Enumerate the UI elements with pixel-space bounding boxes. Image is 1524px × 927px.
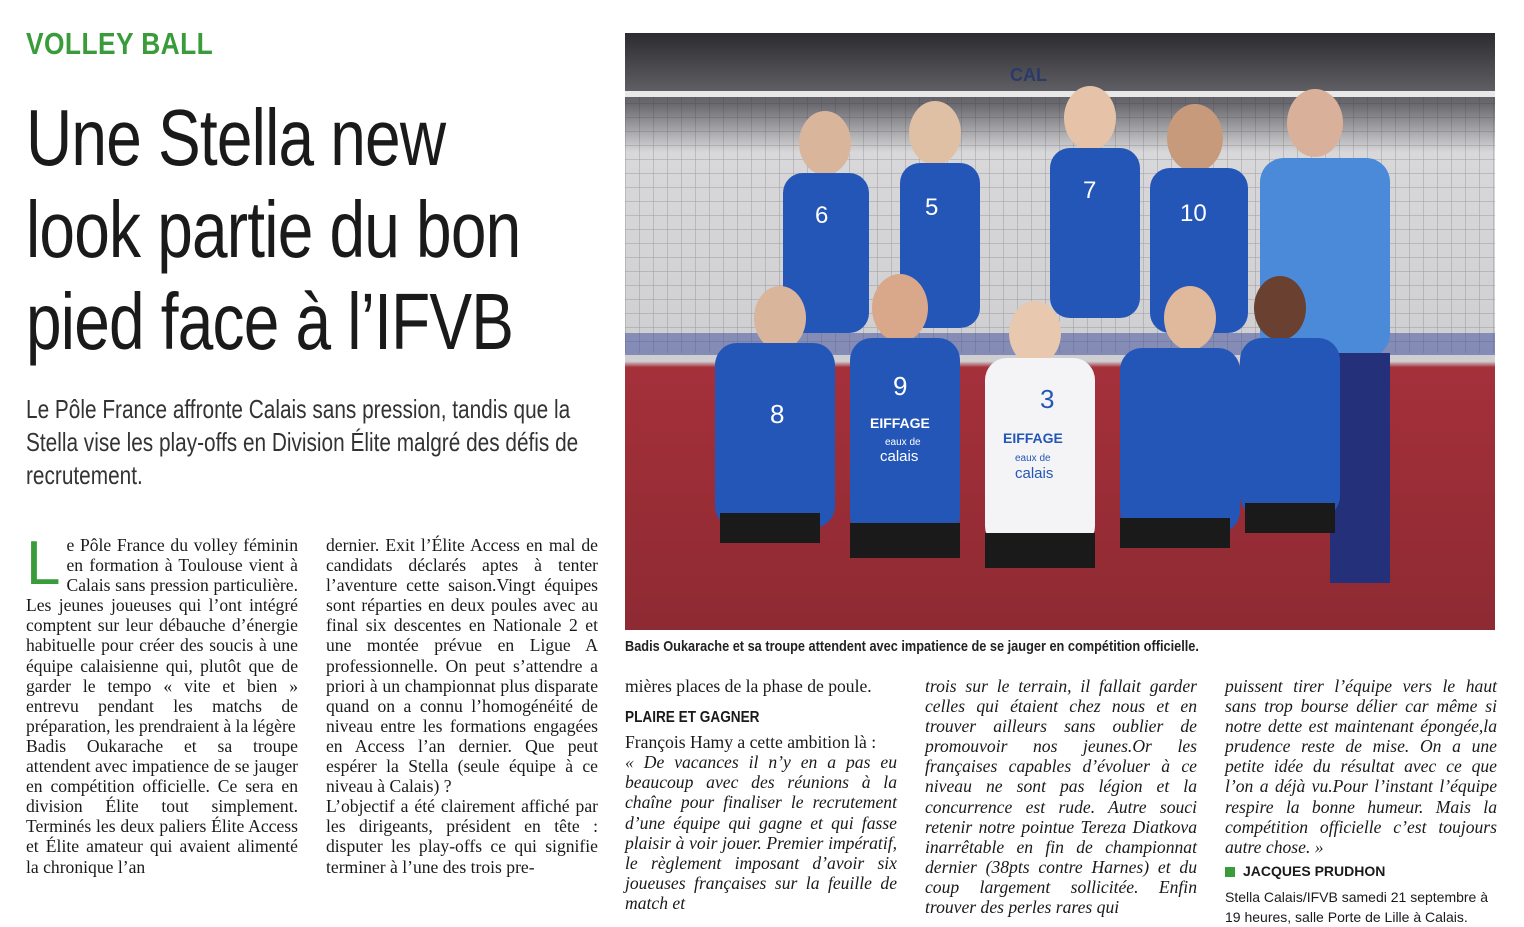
paragraph: dernier. Exit l’Élite Access en mal de candidats déclarés aptes à tenter l’aventure cette saison.Vingt équipes sont réparties en deux poules avec au final six descentes en Nationale 2 et une montée prévue en Ligue A professionnelle. On peut s’attendre a priori à un championnat plus disparate quand on a connu l’homogénéité de niveau entre les formations engagées en Access l’an dernier. Que peut espérer la Stella (seule équipe à ce niveau à Calais) ? <box>326 535 598 797</box>
svg-text:eaux de: eaux de <box>885 437 921 448</box>
article-column-2 <box>326 535 598 877</box>
svg-text:6: 6 <box>815 202 829 229</box>
section-kicker: VOLLEY BALL <box>26 26 214 61</box>
paragraph: L’objectif a été clairement affiché par les dirigeants, président en tête : disputer les play-offs ce qui signifie terminer à l’une des trois pre- <box>326 796 598 877</box>
quote-paragraph: puissent tirer l’équipe vers le haut sans trop bourse délier car même si notre dette est maintenant épongée,la prudence reste de mise. On a une petite idée du résultat avec ce que l’on a déjà vu.Pour l’instant l’équipe respire la bonne humeur. Mais la compétition officielle c’est toujours autre chose. » <box>1225 676 1497 857</box>
article-column-4 <box>925 676 1197 917</box>
byline-square-icon <box>1225 867 1235 877</box>
dropcap: L <box>26 529 61 598</box>
svg-text:eaux de: eaux de <box>1015 453 1051 464</box>
svg-text:8: 8 <box>770 399 785 429</box>
article-column-3 <box>625 676 897 913</box>
svg-text:calais: calais <box>1015 465 1054 482</box>
paragraph: Badis Oukarache et sa troupe attendent avec impatience de se jauger en compétition officielle. Ce sera en division Élite tout simplement. Terminés les deux paliers Élite Access et Élite amateur qui avaient alimenté la chronique l’an <box>26 735 298 877</box>
quote-paragraph: trois sur le terrain, il fallait garder celles qui étaient chez nous et en trouver ailleurs sans oublier de promouvoir nos jeunes.Or les françaises capables d’évoluer à ce niveau ne sont pas légion et la concurrence est rude. Autre souci retenir notre pointue Tereza Diatkova inarrêtable en fin de championnat dernier (38pts contre Harnes) et du coup largement sollicitée. Enfin trouver des perles rares qui <box>925 676 1197 918</box>
paragraph: François Hamy a cette ambition là : <box>625 732 877 753</box>
article-column-1 <box>26 529 298 877</box>
svg-text:10: 10 <box>1180 200 1207 227</box>
svg-text:7: 7 <box>1083 177 1097 204</box>
match-info: Stella Calais/IFVB samedi 21 septembre à 19 heures, salle Porte de Lille à Calais. <box>1225 888 1489 925</box>
banner-text: CAL <box>1010 65 1047 85</box>
svg-text:3: 3 <box>1040 384 1055 414</box>
chapo: Le Pôle France affronte Calais sans pression, tandis que la Stella vise les play-offs en Division Élite malgré des défis de recrutement. <box>26 394 579 490</box>
photo-caption: Badis Oukarache et sa troupe attendent avec impatience de se jauger en compétition officielle. <box>625 638 1199 655</box>
headline: Une Stella new look partie du bon pied face à l’IFVB <box>26 93 521 366</box>
team-photo <box>625 33 1495 630</box>
paragraph: e Pôle France du volley féminin en formation à Toulouse vient à Calais sans pression particulière. Les jeunes joueuses qui l’ont intégré comptent sur leur débauche d’énergie habituelle pour créer des soucis à une équipe calaisienne qui, plutôt que de garder le tempo « vite et bien » entrevu pendant les matchs de préparation, les prendraient à la légère <box>26 535 298 736</box>
svg-text:5: 5 <box>925 194 939 221</box>
svg-text:9: 9 <box>893 371 908 401</box>
byline <box>1225 861 1497 881</box>
svg-text:calais: calais <box>880 448 919 465</box>
author: JACQUES PRUDHON <box>1243 862 1386 879</box>
article-column-5 <box>1225 676 1497 927</box>
svg-text:EIFFAGE: EIFFAGE <box>1003 430 1063 446</box>
subhead: PLAIRE ET GAGNER <box>625 709 760 727</box>
svg-text:EIFFAGE: EIFFAGE <box>870 415 930 431</box>
paragraph: mières places de la phase de poule. <box>625 676 872 696</box>
quote-paragraph: « De vacances il n’y en a pas eu beaucoup avec des réunions à la chaîne pour finaliser le recrutement d’une équipe qui gagne et qui fasse plaisir à voir jouer. Premier impératif, le règlement imposant d’avoir six joueuses françaises sur la feuille de match et <box>625 752 897 913</box>
